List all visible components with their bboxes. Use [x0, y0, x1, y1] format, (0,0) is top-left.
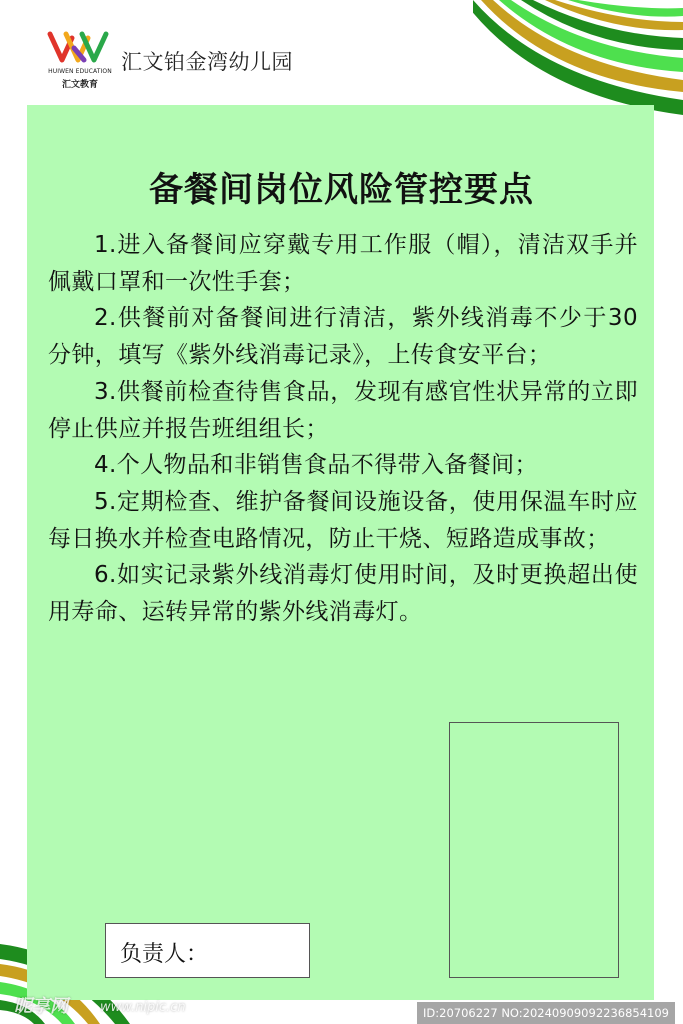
- rule-item: 1.进入备餐间应穿戴专用工作服（帽），清洁双手并佩戴口罩和一次性手套；: [48, 232, 638, 295]
- rule-item: 3.供餐前检查待售食品，发现有感官性状异常的立即停止供应并报告班组组长；: [48, 378, 638, 442]
- decorative-swirl-top-right: [473, 0, 683, 115]
- watermark-site-name: 昵享网: [14, 996, 68, 1017]
- logo-english-text: HUIWEN EDUCATION: [48, 68, 112, 75]
- responsible-person-label: 负责人：: [120, 942, 209, 967]
- logo-chinese-text: 汇文教育: [61, 80, 98, 90]
- school-name: 汇文铂金湾幼儿园: [121, 50, 293, 74]
- rule-item: 4.个人物品和非销售食品不得带入备餐间；: [94, 452, 538, 479]
- rule-item: 2.供餐前对备餐间进行清洁，紫外线消毒不少于30分钟，填写《紫外线消毒记录》，上传食安平台；: [48, 305, 638, 369]
- watermark-url: www.nipic.cn: [100, 1000, 186, 1015]
- rules-list: [48, 227, 638, 631]
- rule-item: 5.定期检查、维护备餐间设施设备，使用保温车时应每日换水并检查电路情况，防止干烧、短路造成事故；: [48, 488, 638, 552]
- sign-title: 备餐间岗位风险管控要点: [149, 170, 534, 210]
- school-logo: [44, 28, 114, 90]
- rule-item: 6.如实记录紫外线消毒灯使用时间，及时更换超出使用寿命、运转异常的紫外线消毒灯。: [48, 562, 638, 626]
- logo-mark-icon: [44, 28, 116, 68]
- photo-placeholder-box: [449, 722, 619, 978]
- watermark-id: ID:20706227 NO:20240909092236854109: [417, 1002, 675, 1024]
- responsible-person-box: [105, 923, 310, 978]
